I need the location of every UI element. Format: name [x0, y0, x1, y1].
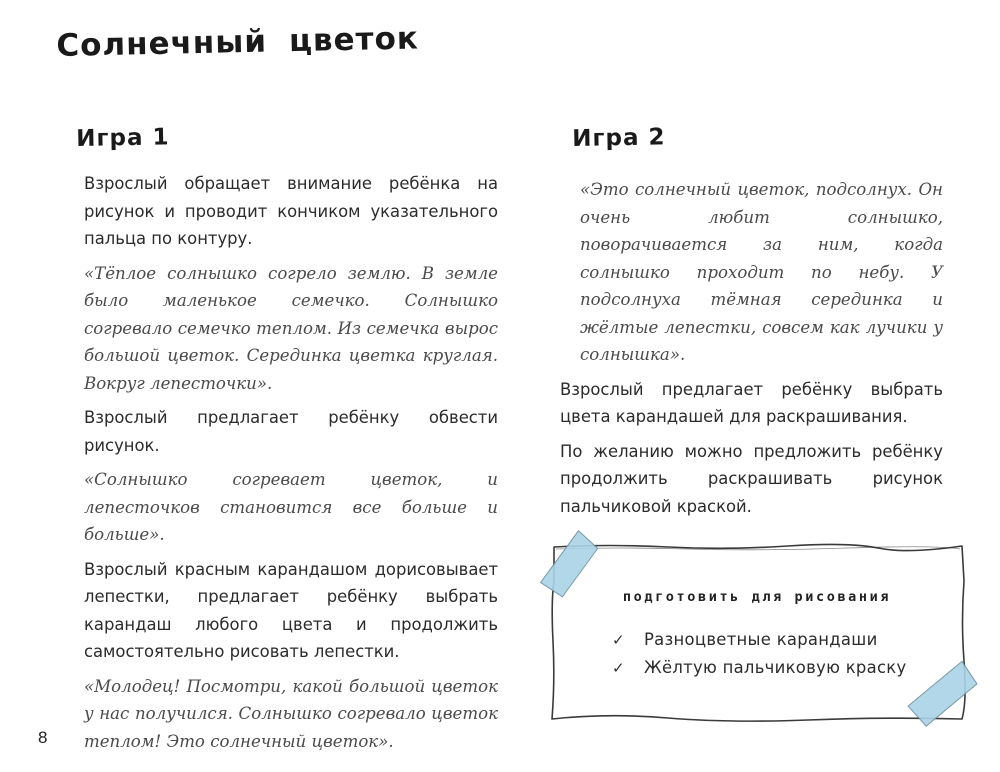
title-word-2: цветок	[288, 20, 420, 60]
list-item-label: Разноцветные карандаши	[644, 630, 878, 649]
checkmark-icon: ✓	[612, 659, 625, 677]
list-item	[612, 626, 906, 654]
game-1-quote-1: «Тёплое солнышко согрело землю. В земле было маленькое семечко. Солнышко согревало семечко теплом. Из семечка вырос большой цветок. Серединка цветка круглая. Вокруг лепесточки».	[84, 263, 498, 393]
game-1-paragraph-3: Взрослый красным карандашом дорисовывает лепестки, предлагает ребёнку выбрать карандаш любого цвета и продолжить самостоятельно рисовать лепестки.	[84, 559, 498, 661]
list-item-label: Жёлтую пальчиковую краску	[644, 658, 907, 677]
page-number: 8	[38, 728, 48, 747]
game-1-heading: Игра 1	[76, 124, 170, 152]
title-word-1: Солнечный	[56, 23, 268, 64]
materials-list	[612, 626, 906, 682]
game-1-quote-3: «Молодец! Посмотри, какой большой цветок у нас получился. Солнышко согревало цветок теплом! Это солнечный цветок».	[84, 676, 498, 751]
tape-bottom-right	[904, 659, 982, 729]
game-2-quote-1: «Это солнечный цветок, подсолнух. Он очень любит солнышко, поворачивается за ним, когда солнышко проходит по небу. У подсолнуха тёмная серединка и жёлтые лепестки, совсем как лучики у солнышка».	[580, 180, 943, 364]
game-1-paragraph-2: Взрослый предлагает ребёнку обвести рисунок.	[84, 408, 498, 455]
materials-box	[548, 541, 966, 723]
game-1-quote-2: «Солнышко согревает цветок, и лепесточков становится все больше и больше».	[84, 470, 498, 544]
game-2-column	[560, 122, 943, 527]
tape-strip	[907, 661, 980, 727]
checkmark-icon: ✓	[612, 631, 625, 649]
materials-box-title: подготовить для рисования	[622, 589, 892, 605]
list-item	[612, 654, 906, 682]
game-2-paragraph-1: Взрослый предлагает ребёнку выбрать цвета карандашей для раскрашивания.	[560, 379, 943, 426]
game-2-heading: Игра 2	[572, 124, 666, 152]
page-title	[56, 20, 419, 64]
game-1-column	[76, 122, 498, 762]
game-1-paragraph-1: Взрослый обращает внимание ребёнка на рисунок и проводит кончиком указательного пальца по контуру.	[84, 174, 498, 248]
game-2-paragraph-2: По желанию можно предложить ребёнку продолжить раскрашивать рисунок пальчиковой краской.	[560, 441, 943, 516]
